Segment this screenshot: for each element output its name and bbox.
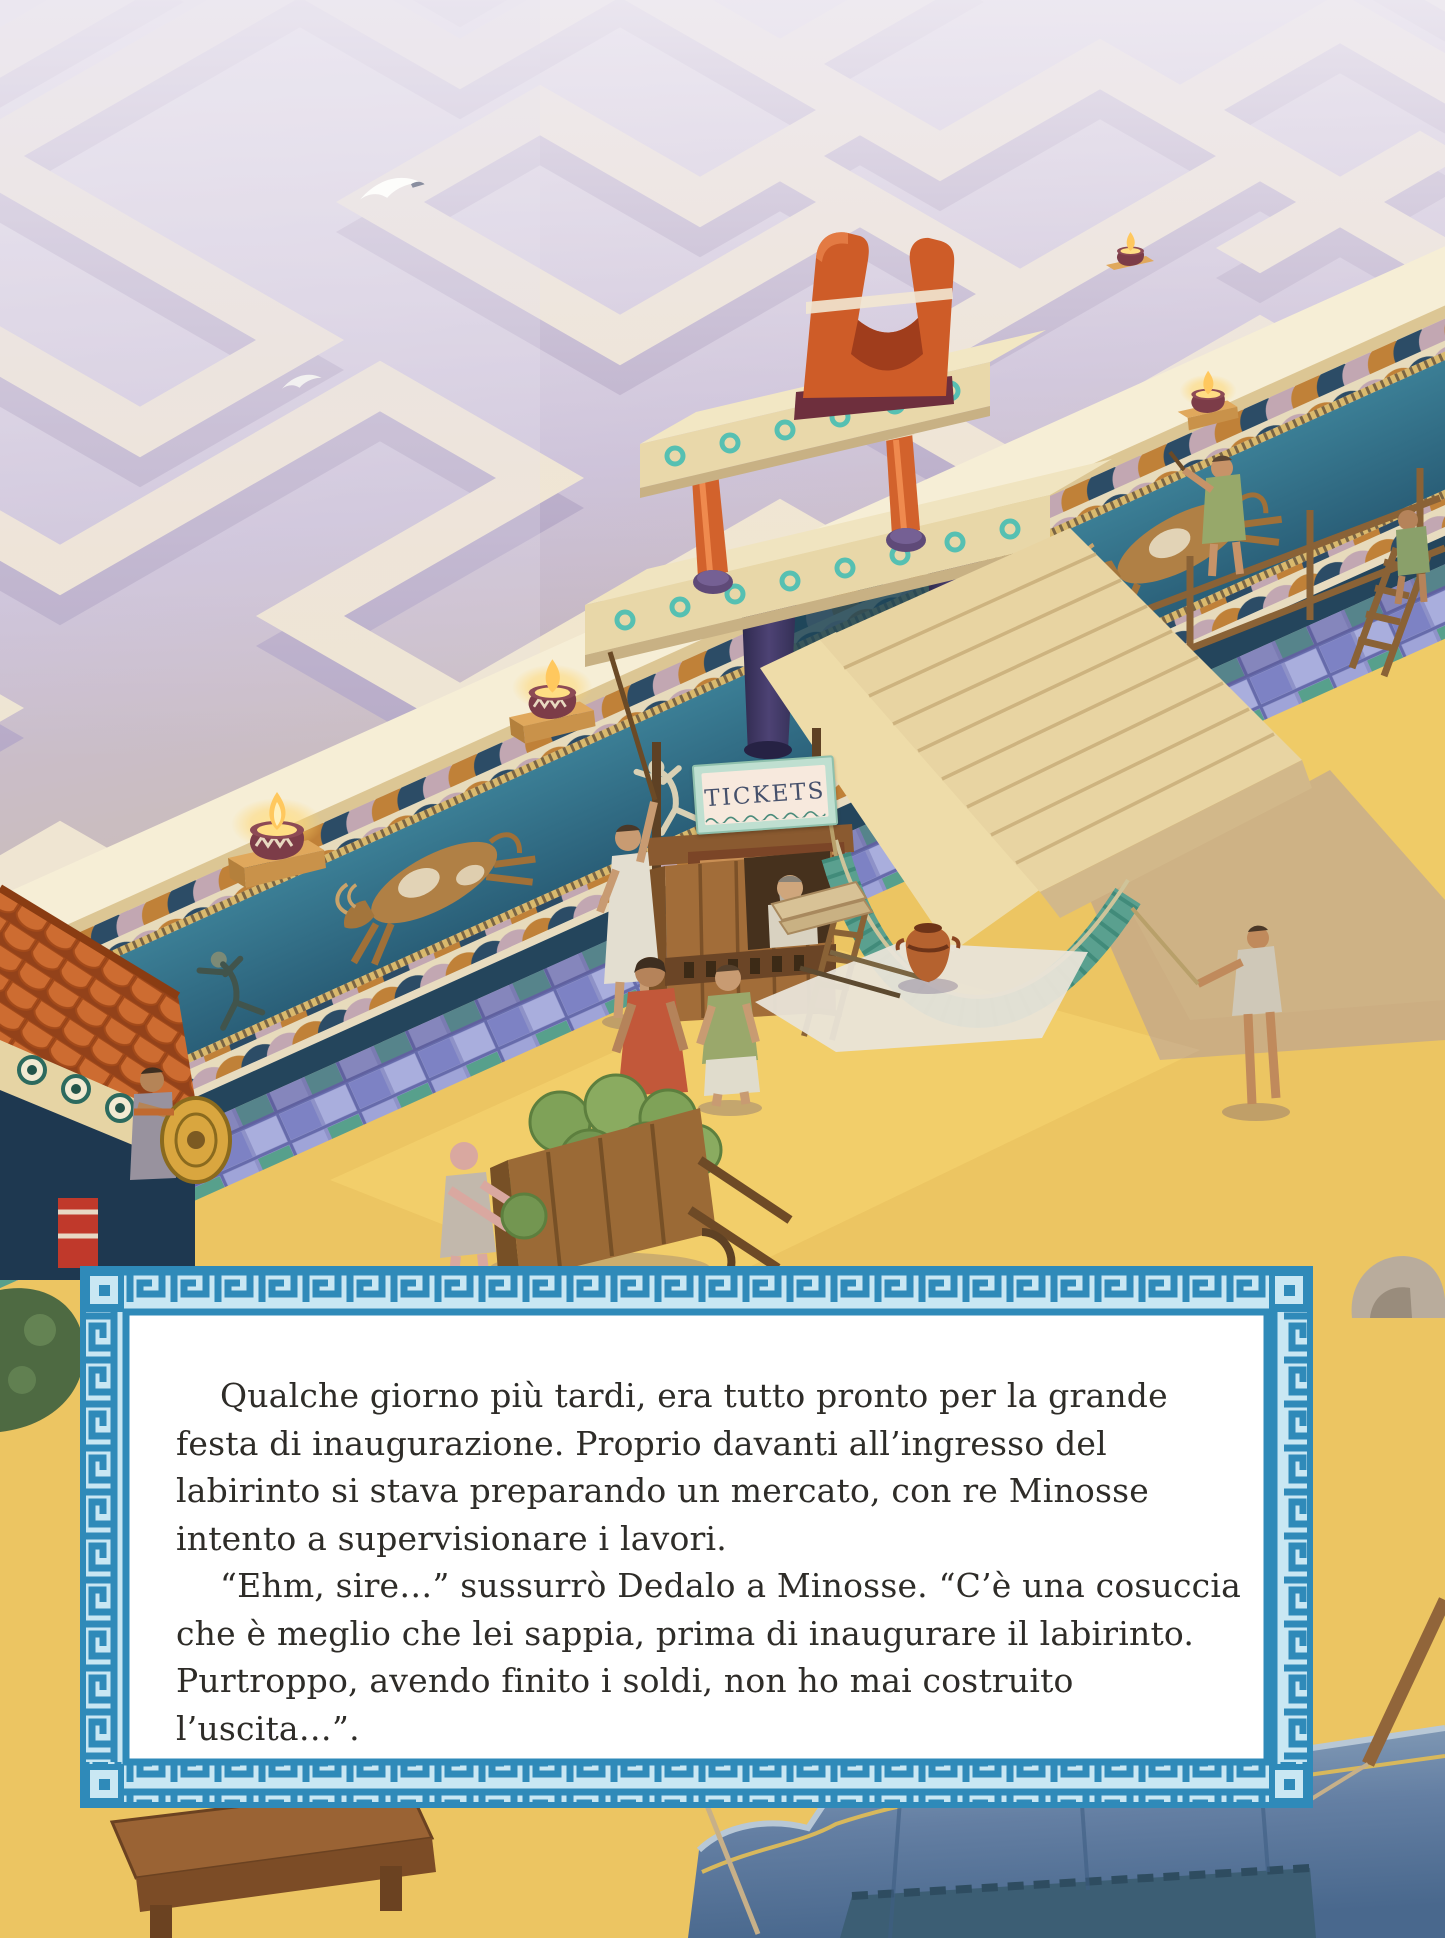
- story-paragraph: “Ehm, sire…” sussurrò Dedalo a Minosse. “C’è una cosuccia che è meglio che lei sappia, prima di inaugurare il labirinto. Purtroppo, avendo finito i soldi, non ho mai costruito l’uscita…”.: [176, 1566, 1241, 1748]
- story-panel: [80, 1266, 1313, 1808]
- story-paragraph: Qualche giorno più tardi, era tutto pronto per la grande festa di inaugurazione. Proprio davanti all’ingresso del labirinto si stava preparando un mercato, con re Minosse intento a supervisionare i lavori.: [176, 1376, 1168, 1558]
- tickets-sign-label: TICKETS: [703, 777, 827, 813]
- tickets-sign: [692, 755, 839, 835]
- story-text: [176, 1372, 1257, 1752]
